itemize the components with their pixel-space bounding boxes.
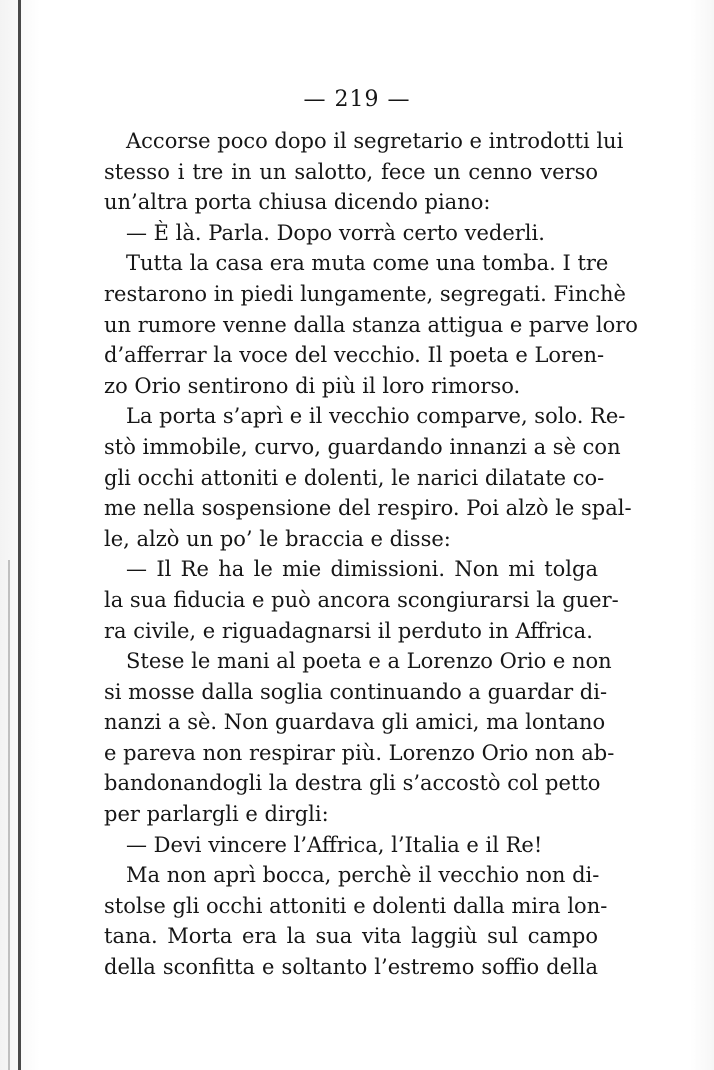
text-line: un rumore venne dalla stanza attigua e parve loro [104,312,638,337]
text-line: — Devi vincere l’Affrica, l’Italia e il Re! [126,832,543,857]
text-line: — È là. Parla. Dopo vorrà certo vederli. [126,220,545,245]
text-line: bandonandogli la destra gli s’accostò col petto [104,771,601,796]
binding-shadow [8,560,10,1070]
text-line: Stese le mani al poeta e a Lorenzo Orio e non [126,649,612,674]
text-line: Ma non aprì bocca, perchè il vecchio non di- [126,863,600,888]
text-line: stò immobile, curvo, guardando innanzi a sè con [104,434,621,459]
text-line: stesso i tre in un salotto, fece un cenno verso [104,159,598,184]
body-text [104,126,638,983]
page-number: — 219 — [303,87,411,112]
text-line: si mosse dalla soglia continuando a guardar di- [104,679,608,704]
text-line: — Il Re ha le mie dimissioni. Non mi tolga [126,557,598,582]
text-line: Accorse poco dopo il segretario e introdotti lui [126,129,624,153]
text-line: restarono in piedi lungamente, segregati. Finchè [104,281,626,306]
text-line: stolse gli occhi attoniti e dolenti dalla mira lon- [104,893,608,918]
text-line: d’afferrar la voce del vecchio. Il poeta e Loren- [104,343,605,368]
text-line: ra civile, e riguadagnarsi il perduto in Affrica. [104,618,593,643]
text-line: me nella sospensione del respiro. Poi alzò le spal- [104,496,632,521]
text-line: della sconfitta e soltanto l’estremo soffio della [104,955,598,980]
text-line: nanzi a sè. Non guardava gli amici, ma lontano [104,710,606,735]
text-line: la sua fiducia e può ancora scongiurarsi la guer- [104,587,619,612]
text-line: La porta s’aprì e il vecchio comparve, solo. Re- [126,404,626,429]
text-line: per parlargli e dirgli: [104,802,329,827]
text-line: tana. Morta era la sua vita laggiù sul campo [104,924,598,949]
text-line: zo Orio sentirono di più il loro rimorso. [104,373,521,398]
text-line: un’altra porta chiusa dicendo piano: [104,190,491,215]
text-line: gli occhi attoniti e dolenti, le narici dilatate co- [104,465,605,490]
text-line: e pareva non respirar più. Lorenzo Orio non ab- [104,740,615,765]
text-line: le, alzò un po’ le braccia e disse: [104,526,451,551]
binding-edge [18,0,21,1070]
text-line: Tutta la casa era muta come una tomba. I tre [126,251,609,276]
